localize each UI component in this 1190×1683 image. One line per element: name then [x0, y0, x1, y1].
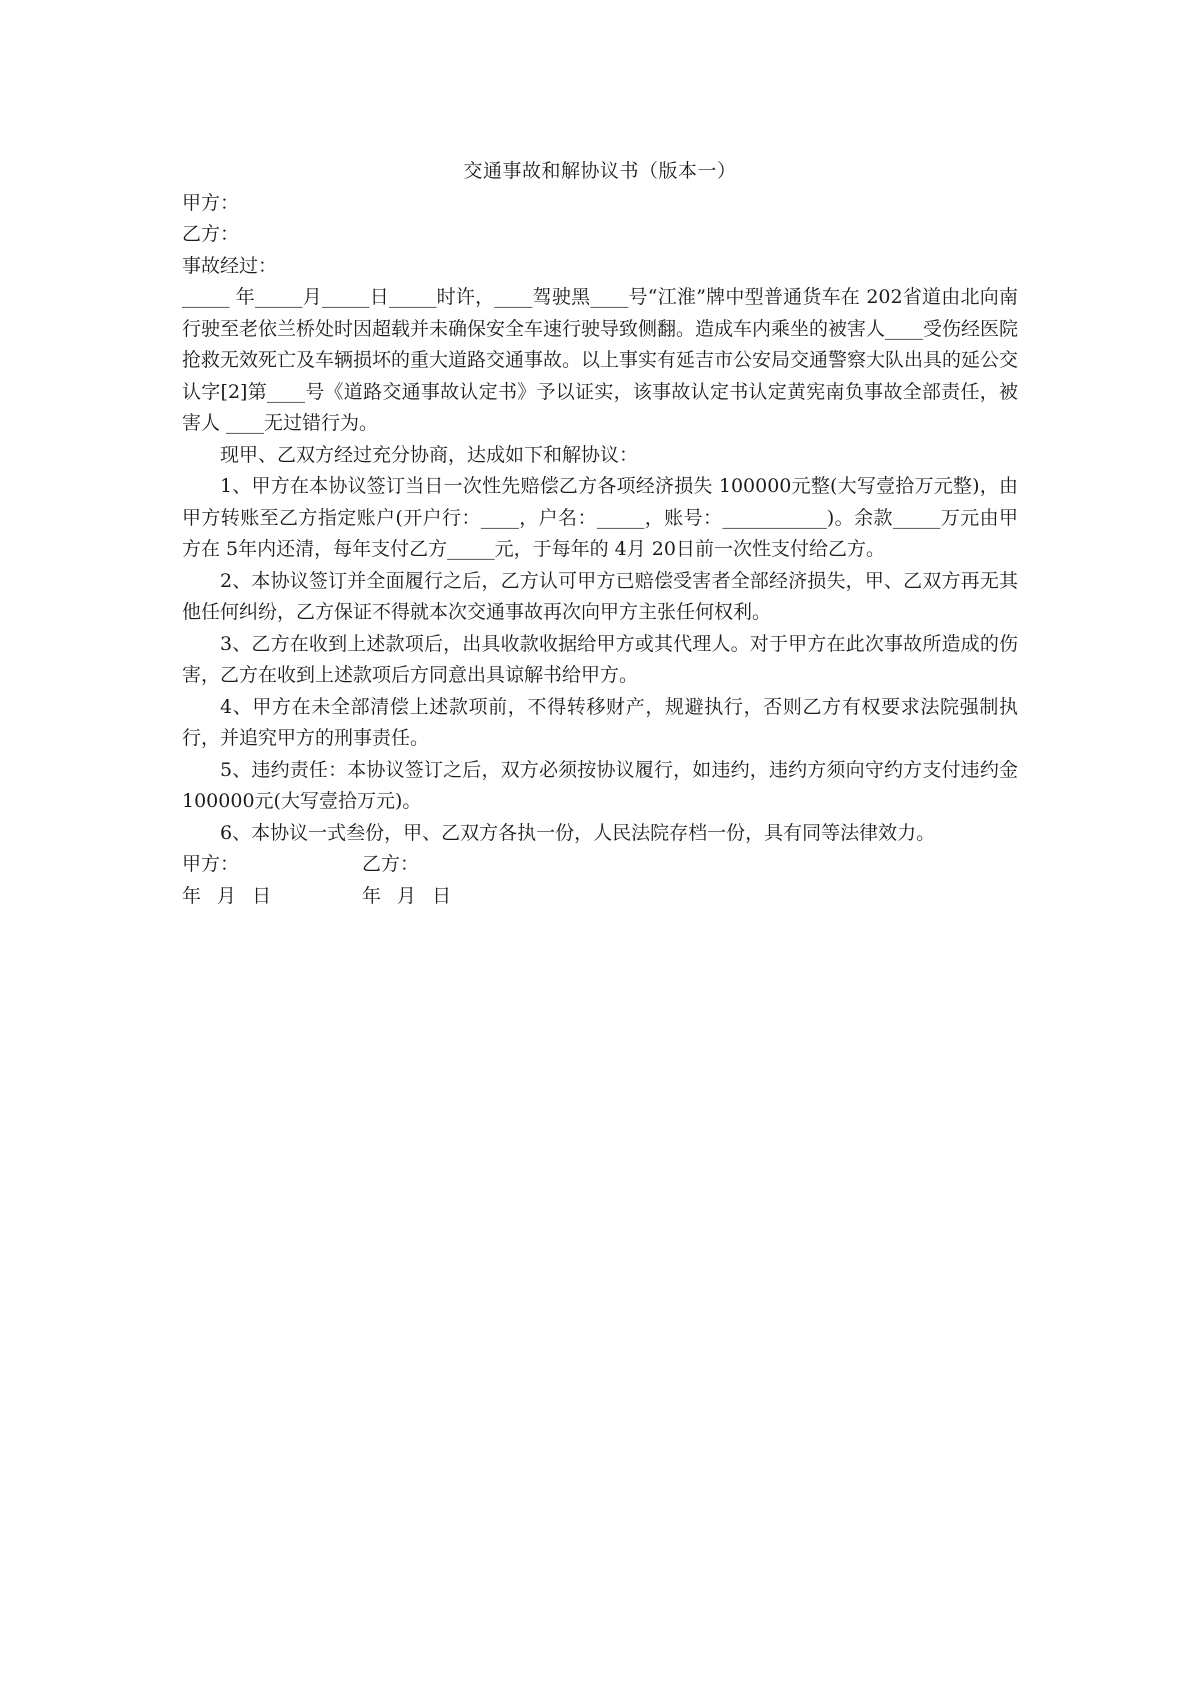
- accident-label: 事故经过：: [182, 254, 278, 277]
- document-page: [182, 156, 1018, 912]
- signature-date-b: 年 月 日: [362, 884, 454, 907]
- signature-date-row: [182, 881, 1018, 913]
- signature-party-a: 甲方：: [182, 853, 240, 875]
- accident-description: _____ 年_____月_____日_____时许，____驾驶黑____号“江淮”牌中型普通货车在 202省道由北向南行驶至老依兰桥处时因超载并未确保安全车速行驶导致侧翻。造成车内乘坐的被害人____受伤经医院抢救无效死亡及车辆损坏的重大道路交通事故。以上事实有延吉市公安局交通警察大队出具的延公交认字[2]第____号《道路交通事故认定书》予以证实，该事故认定书认定黄宪南负事故全部责任，被害人 ____无过错行为。: [182, 286, 1019, 434]
- clause-1: 1、甲方在本协议签订当日一次性先赔偿乙方各项经济损失 100000元整(大写壹拾万元整)，由甲方转账至乙方指定账户(开户行：____，户名：_____，账号：___________)。余款_____万元由甲方在 5年内还清，每年支付乙方_____元，于每年的 4月 20日前一次性支付给乙方。: [182, 475, 1018, 560]
- clause-3: 3、乙方在收到上述款项后，出具收款收据给甲方或其代理人。对于甲方在此次事故所造成的伤害，乙方在收到上述款项后方同意出具谅解书给甲方。: [182, 632, 1018, 686]
- clause-5: 5、违约责任：本协议签订之后，双方必须按协议履行，如违约，违约方须向守约方支付违约金 100000元(大写壹拾万元)。: [182, 758, 1018, 812]
- party-b-label: 乙方：: [182, 223, 240, 245]
- clause-2: 2、本协议签订并全面履行之后，乙方认可甲方已赔偿受害者全部经济损失，甲、乙双方再无其他任何纠纷，乙方保证不得就本次交通事故再次向甲方主张任何权利。: [182, 569, 1018, 623]
- signature-party-b: 乙方：: [362, 853, 420, 875]
- clause-4: 4、甲方在未全部清偿上述款项前，不得转移财产，规避执行，否则乙方有权要求法院强制执行，并追究甲方的刑事责任。: [182, 695, 1018, 749]
- party-a-label: 甲方：: [182, 191, 240, 214]
- clause-6: 6、本协议一式叁份，甲、乙双方各执一份，人民法院存档一份，具有同等法律效力。: [220, 821, 936, 844]
- agreement-intro: 现甲、乙双方经过充分协商，达成如下和解协议：: [220, 443, 639, 466]
- document-title: 交通事故和解协议书（版本一）: [463, 160, 737, 182]
- signature-row: [182, 849, 1018, 881]
- signature-date-a: 年 月 日: [182, 884, 274, 907]
